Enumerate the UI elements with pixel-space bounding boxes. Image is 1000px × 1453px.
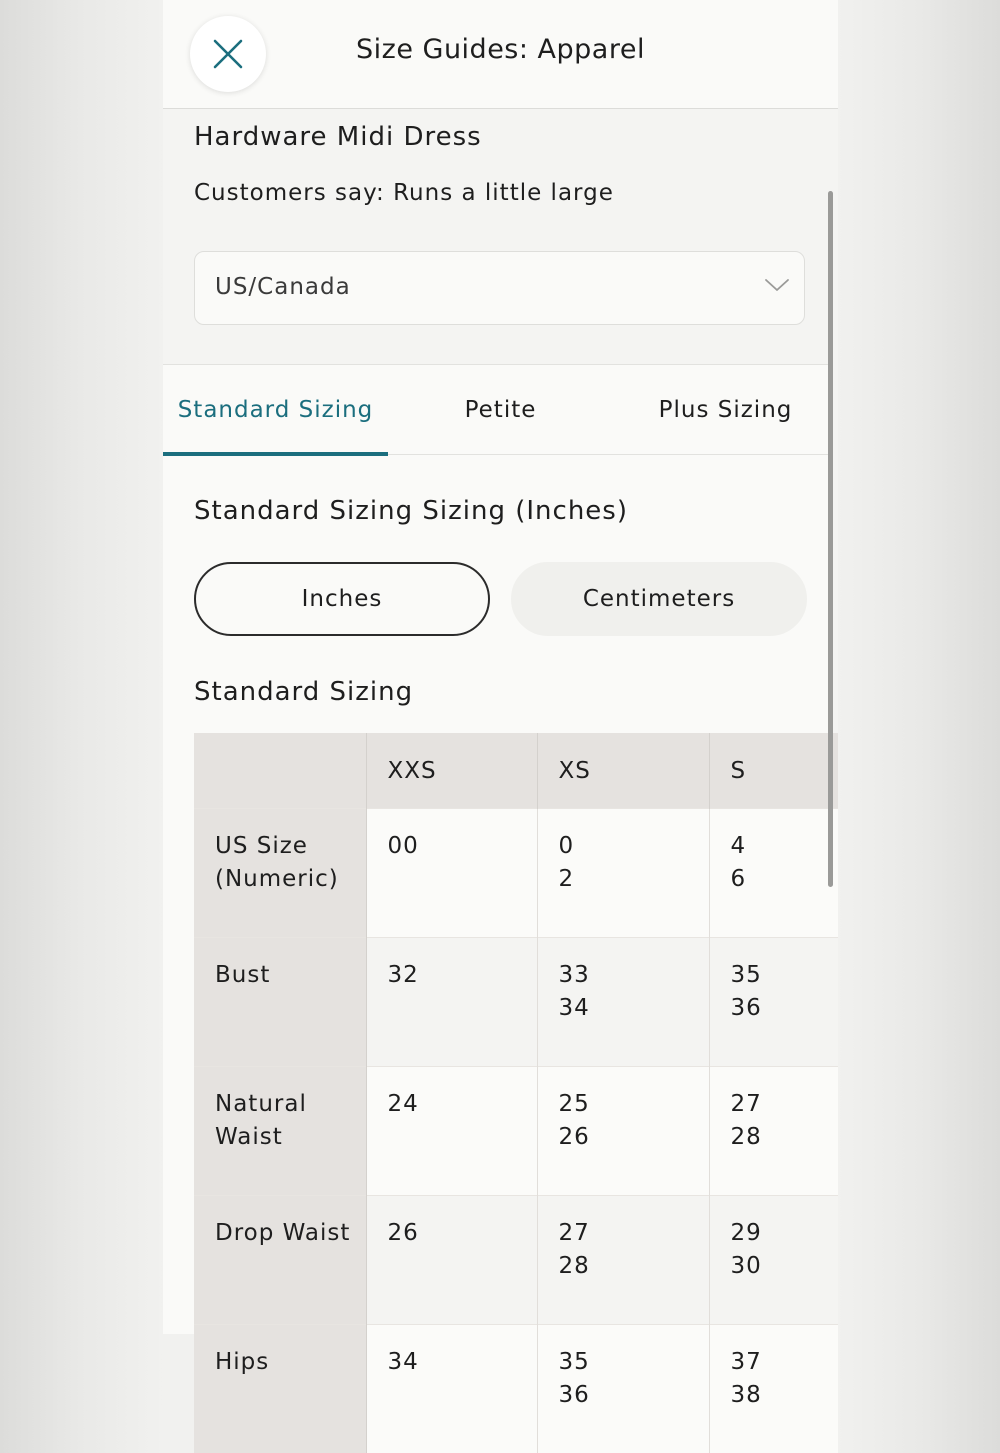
chevron-down-icon [764,277,790,297]
table-header-cell: XXS [366,733,537,809]
centimeters-button[interactable]: Centimeters [511,562,807,636]
table-cell: 34 [366,1325,537,1453]
table-header-corner [194,733,366,809]
table-row [194,1325,838,1453]
row-label: Bust [194,938,366,1067]
table-cell: 27 28 [709,1067,838,1196]
page-title: Size Guides: Apparel [163,34,838,65]
region-select-value: US/Canada [215,274,351,300]
row-label: Drop Waist [194,1196,366,1325]
table-title: Standard Sizing [194,677,413,707]
table-cell: 0 2 [537,809,709,938]
table-header-cell: XS [537,733,709,809]
table-cell: 32 [366,938,537,1067]
size-table [194,733,838,1453]
size-guide-sheet [163,0,838,1333]
table-cell: 35 36 [537,1325,709,1453]
tab-standard-sizing[interactable]: Standard Sizing [163,365,388,454]
sheet-header [163,0,838,109]
table-row [194,1196,838,1325]
row-label: Natural Waist [194,1067,366,1196]
table-cell: 27 28 [537,1196,709,1325]
region-select[interactable] [194,251,805,325]
table-header-cell: S [709,733,838,809]
table-row [194,809,838,938]
table-cell: 25 26 [537,1067,709,1196]
sizing-tabs [163,365,828,455]
table-cell: 00 [366,809,537,938]
tab-plus-sizing[interactable]: Plus Sizing [613,365,838,454]
scrollbar[interactable] [828,191,833,887]
table-cell: 33 34 [537,938,709,1067]
inches-button[interactable]: Inches [194,562,490,636]
product-name-line-2: Hardware Midi Dress [194,122,482,152]
size-guide-content [163,364,828,1334]
table-row [194,1067,838,1196]
row-label: Hips [194,1325,366,1453]
tab-petite[interactable]: Petite [388,365,613,454]
table-cell: 29 30 [709,1196,838,1325]
table-cell: 4 6 [709,809,838,938]
row-label: US Size (Numeric) [194,809,366,938]
table-cell: 35 36 [709,938,838,1067]
table-cell: 26 [366,1196,537,1325]
table-row [194,938,838,1067]
table-cell: 24 [366,1067,537,1196]
fit-feedback-text: Customers say: Runs a little large [194,180,614,206]
table-cell: 37 38 [709,1325,838,1453]
table-header-row [194,733,838,809]
section-title: Standard Sizing Sizing (Inches) [194,496,628,526]
